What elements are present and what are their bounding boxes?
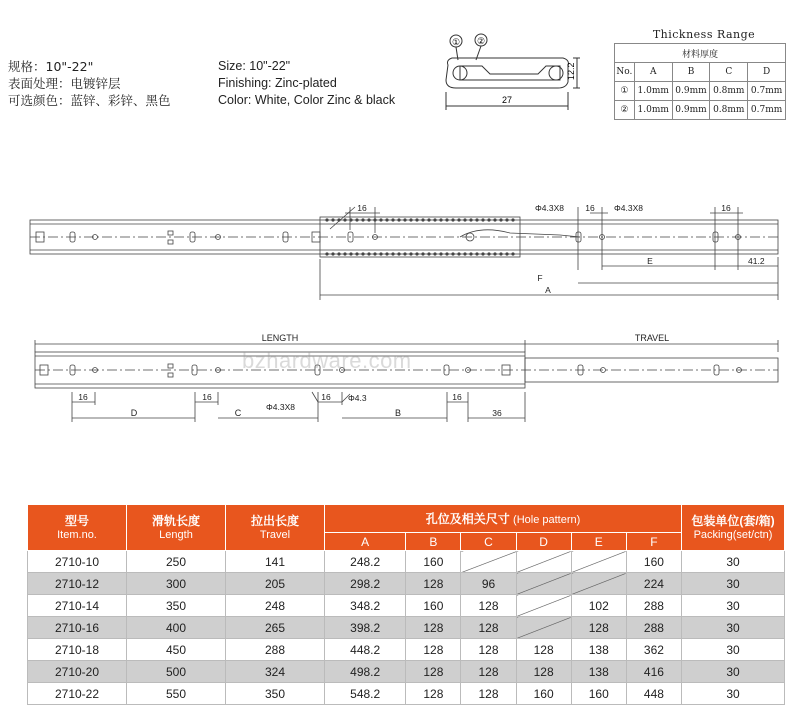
dim-F: F (537, 273, 543, 283)
thickness-cell: 0.7mm (748, 101, 786, 120)
thickness-cell: 0.9mm (672, 82, 710, 101)
hole-spec-top-a: Φ4.3X8 (535, 203, 564, 213)
thickness-table (614, 43, 786, 120)
thickness-cell: 0.7mm (748, 82, 786, 101)
profile-width: 27 (501, 95, 513, 105)
thickness-cell: 0.8mm (710, 82, 748, 101)
thickness-subtitle: 材料厚度 (615, 44, 786, 63)
hole-spec-single: Φ4.3 (348, 393, 367, 403)
table-row: 2710-16 400 265 398.2 128 128 128 288 30 (28, 617, 785, 639)
spec-size-en: Size: 10"-22" (218, 59, 291, 73)
dim-A: A (545, 285, 551, 295)
profile-marker-2: ② (476, 36, 486, 46)
thickness-header: C (710, 63, 748, 82)
header-length: 滑轨长度 Length (127, 505, 226, 551)
dim-36: 36 (492, 408, 502, 418)
profile-height: 12.2 (566, 62, 576, 80)
header-packing: 包装单位(套/箱) Packing(set/ctn) (682, 505, 785, 551)
thickness-range (614, 28, 794, 120)
thickness-header: A (634, 63, 672, 82)
header-item: 型号 Item.no. (28, 505, 127, 551)
spec-finish-en: Finishing: Zinc-plated (218, 76, 337, 90)
thickness-cell: 1.0mm (634, 82, 672, 101)
thickness-title: Thickness Range (652, 28, 756, 41)
label-travel: TRAVEL (634, 333, 670, 343)
spec-finish-cn: 表面处理：电镀锌层 (8, 76, 121, 91)
table-row: 2710-20 500 324 498.2 128 128 128 138 416 30 (28, 661, 785, 683)
header-F: F (626, 533, 681, 551)
thickness-header: D (748, 63, 786, 82)
table-row: 2710-10 250 141 248.2 160 160 30 (28, 551, 785, 573)
dim-16-top-a: 16 (357, 203, 367, 213)
table-row: 2710-14 350 248 348.2 160 128 102 288 30 (28, 595, 785, 617)
header-A: A (325, 533, 406, 551)
table-row: 2710-22 550 350 548.2 128 128 160 160 448 30 (28, 683, 785, 705)
thickness-cell: 0.8mm (710, 101, 748, 120)
specs-english (218, 58, 395, 109)
slide-bottom-drawing (0, 330, 800, 430)
header-travel: 拉出长度 Travel (226, 505, 325, 551)
dim-41-2: 41.2 (748, 256, 765, 266)
dim-16-bottom-d: 16 (452, 392, 462, 402)
hole-spec-top-b: Φ4.3X8 (614, 203, 643, 213)
thickness-header: B (672, 63, 710, 82)
table-row: 2710-12 300 205 298.2 128 96 224 30 (28, 573, 785, 595)
thickness-cell: 1.0mm (634, 101, 672, 120)
spec-table (27, 504, 785, 705)
dim-D: D (130, 408, 138, 418)
specs-chinese (8, 58, 171, 109)
table-row: 2710-18 450 288 448.2 128 128 128 138 362 30 (28, 639, 785, 661)
profile-section (438, 30, 588, 120)
dim-16-top-b: 16 (585, 203, 595, 213)
watermark: bzhardware.com (242, 348, 412, 373)
hole-spec-bottom: Φ4.3X8 (266, 402, 295, 412)
dim-16-bottom-c: 16 (321, 392, 331, 402)
header-C: C (461, 533, 516, 551)
spec-color-cn: 可选颜色：蓝锌、彩锌、黑色 (8, 93, 171, 108)
dim-16-bottom-b: 16 (202, 392, 212, 402)
header-hole-pattern: 孔位及相关尺寸 (Hole pattern) (325, 505, 682, 533)
profile-marker-1: ① (451, 37, 461, 47)
label-length: LENGTH (261, 333, 299, 343)
dim-16-bottom-a: 16 (78, 392, 88, 402)
header-E: E (571, 533, 626, 551)
thickness-cell: 0.9mm (672, 101, 710, 120)
thickness-cell: ② (615, 101, 635, 120)
dim-B: B (394, 408, 402, 418)
header-B: B (406, 533, 461, 551)
spec-color-en: Color: White, Color Zinc & black (218, 93, 396, 107)
thickness-header: No. (615, 63, 635, 82)
dim-E: E (647, 256, 653, 266)
thickness-cell: ① (615, 82, 635, 101)
header-D: D (516, 533, 571, 551)
slide-top-drawing (0, 195, 800, 305)
dim-16-top-c: 16 (721, 203, 731, 213)
spec-size-cn: 规格：10"-22" (8, 59, 94, 74)
dim-C: C (234, 408, 242, 418)
